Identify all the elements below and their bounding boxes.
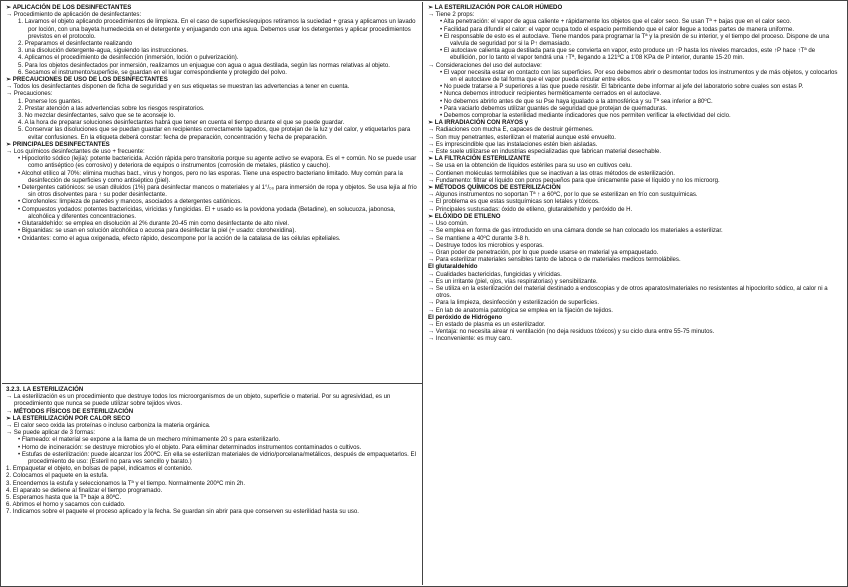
right-line: → Ventaja: no necesita airear ni ventilación (no deja residuos tóxicos) y su ciclo dura entre 55-75 minutos. bbox=[428, 328, 715, 336]
left-top-line: 4. A la hora de preparar soluciones desinfectantes habrá que tener en cuenta el tiempo durante el que se puede guardar. bbox=[18, 119, 345, 127]
right-line: • El responsable de esto es el autoclave. Tiene mandos para programar la Tª y la presión de su interior, y el tiempo del proceso. Dispone de una valvula de seguridad por si la P↑ demasiado. bbox=[440, 32, 830, 48]
right-line: → Se mantiene a 40ºC durante 3-8 h. bbox=[428, 234, 530, 242]
right-line: • El vapor necesita estar en contacto con las superficies. Por eso debemos abrir o desmontar todos los instrumentos y de más objetos, y colocarlos en el autoclave de tal forma que el vapor pueda circular entre ellos. bbox=[440, 68, 838, 84]
right-line: → Uso común. bbox=[428, 220, 469, 228]
right-line: • Nunca debemos introducir recipientes herméticamente cerrados en el autoclave. bbox=[440, 90, 662, 98]
left-top-line: ➢ APLICACIÓN DE LOS DESINFECTANTES bbox=[6, 4, 132, 11]
left-column bbox=[2, 2, 423, 585]
left-bottom-line: ➢ LA ESTERILIZACIÓN POR CALOR SECO bbox=[6, 414, 131, 422]
right-line: → Se emplea en forma de gas introducido en una cámara donde se han colocado los materiales a esterilizar. bbox=[428, 227, 723, 235]
right-line: → Son muy penetrantes, esterilizan el material aunque esté envuelto. bbox=[428, 133, 616, 141]
right-line: → En estado de plasma es un esterilizador. bbox=[428, 320, 546, 328]
left-top-line: 5. Conservar las disoluciones que se puedan guardar en recipientes correctamente tapados, que protejan de la luz y del calor, y etiquetarlos para evitar confusiones. En la etiqueta deberá constar: fecha de preparación, concentración y fecha de preparación. bbox=[18, 126, 411, 141]
left-top-line: 3. una disolución detergente-agua, siguiendo las instrucciones. bbox=[18, 47, 189, 55]
left-bottom-line: • Flameado: el material se expone a la llama de un mechero mínimamente 20 s para esterilizarlo. bbox=[18, 436, 281, 444]
right-line: • No puede tratarse a P superiores a las que puede resistir. El fabricante debe informar al jefe del laboratorio sobre cuales son estas P. bbox=[440, 83, 804, 91]
right-line: ➢ ELÓXIDO DE ETILENO bbox=[428, 212, 501, 220]
left-top-line: 1. Ponerse los guantes. bbox=[18, 97, 83, 105]
right-line: → Fundamento: filtrar el líquido con poros pequeños para que únicamente pase el líquido y no los microorg. bbox=[428, 176, 720, 184]
right-line: • Debemos comprobar la esterilidad mediante indicadores que nos permiten verificar la efectividad del ciclo. bbox=[440, 112, 731, 120]
left-top-line: • Glutaraldehído: se emplea en disolución al 2% durante 20-45 min como desinfectante de alto nivel. bbox=[18, 220, 290, 228]
right-line: → Destruye todos los microbios y esporas. bbox=[428, 241, 544, 249]
desinfectantes-section bbox=[2, 2, 422, 382]
right-line: ➢ LA IRRADIACIÓN CON RAYOS γ bbox=[428, 119, 529, 127]
left-top-line: → Precauciones: bbox=[6, 90, 53, 98]
right-line: → Es un irritante (piel, ojos, vías respiratorias) y sensibilizante. bbox=[428, 277, 598, 285]
esterilizacion-section bbox=[2, 383, 422, 585]
left-top-line: 2. Preparamos el desinfectante realizando bbox=[18, 40, 133, 48]
left-bottom-line: • Horno de incineración: se destruye microbios y/o el objeto. Para eliminar determinados instrumentos contaminados o cultivos. bbox=[18, 443, 362, 451]
right-line: → Para esterilizar materiales sensibles tanto de laboca o de materiales medicos termolábiles. bbox=[428, 256, 681, 264]
calor-humedo-section bbox=[424, 2, 847, 585]
right-line: El peróxido de Hidrógeno bbox=[428, 313, 503, 321]
left-bottom-line: 3. Encendemos la estufa y seleccionamos la Tª y el tiempo. Normalmente 200ºC min 2h. bbox=[6, 479, 246, 487]
right-line: → Radiaciones con mucha E, capaces de destruir gérmenes. bbox=[428, 126, 594, 134]
left-bottom-line: • Estufas de esterilización: puede alcanzar los 200ºC. En ella se esterilizan materiales de vidrio/porcelana/metálicos, después de empaquetarlos. El procedimiento de uso: (Esteril no para ves sencillo y barato.) bbox=[18, 450, 416, 466]
right-line: ➢ LA ESTERILIZACIÓN POR CALOR HÚMEDO bbox=[428, 4, 563, 11]
right-line: ➢ MÉTODOS QUÍMICOS DE ESTERILIZACIÓN bbox=[428, 184, 561, 192]
right-line: → Contienen moléculas termolábiles que se inactivan a las otras métodos de esterilización. bbox=[428, 169, 675, 177]
left-top-line: • Hipoclorito sódico (lejía): potente bactericida. Acción rápida pero transitoria porque su agente activo se evapora. Es el + común. No se puede usar como antiséptico (es corrosivo) y deteriora de equipos o instrumentos (corrosión de metales, plástico y caucho). bbox=[18, 155, 417, 170]
left-bottom-line: → La esterilización es un procedimiento que destruye todos los microorganismos de un objeto, superficie o material. Por su agresividad, es un procedimiento que nunca se puede utilizar sobre tejidos vivos. bbox=[6, 393, 391, 408]
right-line: ➢ LA FILTRACIÓN ESTERILIZANTE bbox=[428, 155, 531, 163]
left-top-line: • Alcohol etílico al 70%: elimina muchas bact., virus y hongos, pero no las esporas. Tiene una espectro bacteriano limitado. Muy común para la desinfección de superficies y como antiséptico (piel). bbox=[18, 169, 403, 184]
left-bottom-line: → MÉTODOS FÍSICOS DE ESTERILIZACIÓN bbox=[6, 407, 134, 415]
left-top-line: → Procedimiento de aplicación de desinfectantes: bbox=[6, 11, 142, 19]
right-line: → Algunos instrumentos no soportan Tª ↑ a 60ºC, por lo que se esterilizan en frío con sustquímicas. bbox=[428, 191, 698, 199]
right-line: → Para la limpieza, desinfección y esterilización de superficies. bbox=[428, 299, 600, 307]
right-line: → Cualidades bactericidas, fungicidas y virícidas. bbox=[428, 270, 562, 278]
left-bottom-line: 6. Abrimos el horno y sacamos con cuidado. bbox=[6, 501, 126, 509]
right-line: → Gran poder de penetración, por lo que puede usarse en material ya empaquetado. bbox=[428, 248, 659, 256]
right-line: → Es imprescindible que las instalaciones estén bien aisladas. bbox=[428, 140, 598, 148]
left-top-line: • Biguanidas: se usan en solución alcohólica o acuosa para desinfectar la piel (+ usado: clorohexidina). bbox=[18, 227, 297, 235]
right-line: → Tiene 2 props: bbox=[428, 11, 475, 19]
left-top-line: 5. Para los objetos desinfectados por inmersión, realizamos un enjuague con agua o agua destilada, según las normas relativas al objeto. bbox=[18, 61, 390, 69]
left-top-line: 3. No mezclar desinfectantes, salvo que se te aconseje lo. bbox=[18, 112, 176, 120]
left-top-line: • Compuestos yodados: potentes bactericidas, virícidas y fungicidas. El + usado es la povidona yodada (Betadine), en solucuoza, jabonosa, alcohólica y diferentes concentraciones. bbox=[18, 205, 396, 220]
left-top-line: 1. Lavamos el objeto aplicando procedimientos de limpieza. En el caso de superficies/equipos retiramos la suciedad + grasa y aplicamos un lavado por loción, con una bayeta humedecida en el detergente y enjuagando con una agua. Debemos usar los detergentes y aplicar procedimientos previstos en el protocolo. bbox=[18, 18, 416, 40]
left-top-line: 4. Aplicamos el procedimiento de desinfección (inmersión, loción o pulverización). bbox=[18, 54, 239, 62]
left-bottom-line: 1. Empaquetar el objeto, en bolsas de papel, indicamos el contenido. bbox=[6, 465, 193, 473]
left-top-line: • Clorofenoles: limpieza de paredes y mancos, asociados a detergentes catiónicos. bbox=[18, 198, 243, 206]
right-line: → Consideraciones del uso del autoclave: bbox=[428, 61, 542, 69]
right-line: • Alta penetración: el vapor de agua caliente + rápidamente los objetos que el calor seco. Se usan Tª + bajas que en el calor seco. bbox=[440, 18, 792, 26]
left-bottom-line: 4. El aparato se detiene al finalizar el tiempo programado. bbox=[6, 486, 163, 494]
left-bottom-line: 7. Indicamos sobre el paquete el proceso aplicado y la fecha. Se guardan sin abrir para que conserven su esterilidad hasta su uso. bbox=[6, 508, 359, 516]
right-line: • Para vaciarlo debemos utilizar guantes de seguridad que protejan de quemaduras. bbox=[440, 104, 668, 112]
right-line: → Se usa en la obtención de líquidos estériles para su uso en cultivos celu. bbox=[428, 162, 632, 170]
right-line: → Se utiliza en la esterilización del material destinado a endoscopias y de otros aparatos/materiales no resistentes al hipoclorito sódico, al calor ni a otros. bbox=[428, 284, 828, 300]
left-bottom-line: 3.2.3. LA ESTERILIZACIÓN bbox=[6, 386, 84, 393]
right-line: → Principales sustusadas: óxido de etileno, glutaraldehído y peróxido de H. bbox=[428, 205, 633, 213]
left-top-line: 2. Prestar atención a las advertencias sobre los riesgos respiratorios. bbox=[18, 104, 205, 112]
right-line: • Facilidad para difundir el calor: el vapor ocupa todo el espacio permitiendo que el calor llegue a todas partes de manera uniforme. bbox=[440, 25, 795, 33]
left-top-line: • Detergentes catiónicos: se usan diluidos (1%) para desinfectar mancos o materiales y al 1°/₀₀ para inmersión de ropa y objetos. Se usa lejía al frío sin otros disolventes para ↑ su poder desinfectante. bbox=[18, 184, 417, 199]
left-bottom-line: → Se puede aplicar de 3 formas: bbox=[6, 429, 96, 437]
left-bottom-line: → El calor seco oxida las proteínas o incluso carboniza la materia orgánica. bbox=[6, 422, 211, 430]
right-line: → Inconveniente: es muy caro. bbox=[428, 335, 513, 343]
left-top-line: → Los químicos desinfectantes de uso + frecuente: bbox=[6, 148, 145, 156]
right-line: → Este suele utilizarse en industrias especializadas que fabrican material desechable. bbox=[428, 148, 662, 156]
right-line: • No debemos abrirlo antes de que su Pse haya igualado a la atmosférica y su Tª sea inferior a 80ºC. bbox=[440, 97, 713, 105]
right-line: • El autoclave calienta agua destilada para que se convierta en vapor, esto produce un ↑P hasta los niveles marcados, este ↑P hace ↑Tª de ebullición, por lo tanto el vapor tendrá una ↑Tª, llegando a 121ºC a 1'08 KPa de P interior, durante 15-20 min. bbox=[440, 47, 816, 62]
left-bottom-line: 2. Colocamos el paquete en la estufa. bbox=[6, 472, 109, 480]
right-line: → En lab de anatomía patológica se emplea en la fijación de tejidos. bbox=[428, 306, 613, 314]
right-line: El glutaraldehído bbox=[428, 263, 478, 271]
right-line: → El problema es que estas sustquímicas son letales y tóxicos. bbox=[428, 198, 600, 206]
left-top-line: ➢ PRECAUCIONES DE USO DE LOS DESINFECTANTES bbox=[6, 76, 168, 84]
left-top-line: ➢ PRINCIPALES DESINFECTANTES bbox=[6, 140, 110, 148]
left-top-line: 6. Secamos el instrumento/superficie, se guardan en el lugar correspondiente y protegido del polvo. bbox=[18, 68, 287, 76]
left-bottom-line: 5. Esperamos hasta que la Tª baje a 80ºC. bbox=[6, 494, 122, 502]
left-top-line: → Todos los desinfectantes disponen de ficha de seguridad y en sus etiquetas se muestran las advertencias a tener en cuenta. bbox=[6, 83, 350, 91]
left-top-line: • Oxidantes: como el agua oxigenada, efecto rápido, descompone por la acción de la catalasa de las células epiteliales. bbox=[18, 234, 341, 242]
right-column bbox=[424, 2, 847, 585]
